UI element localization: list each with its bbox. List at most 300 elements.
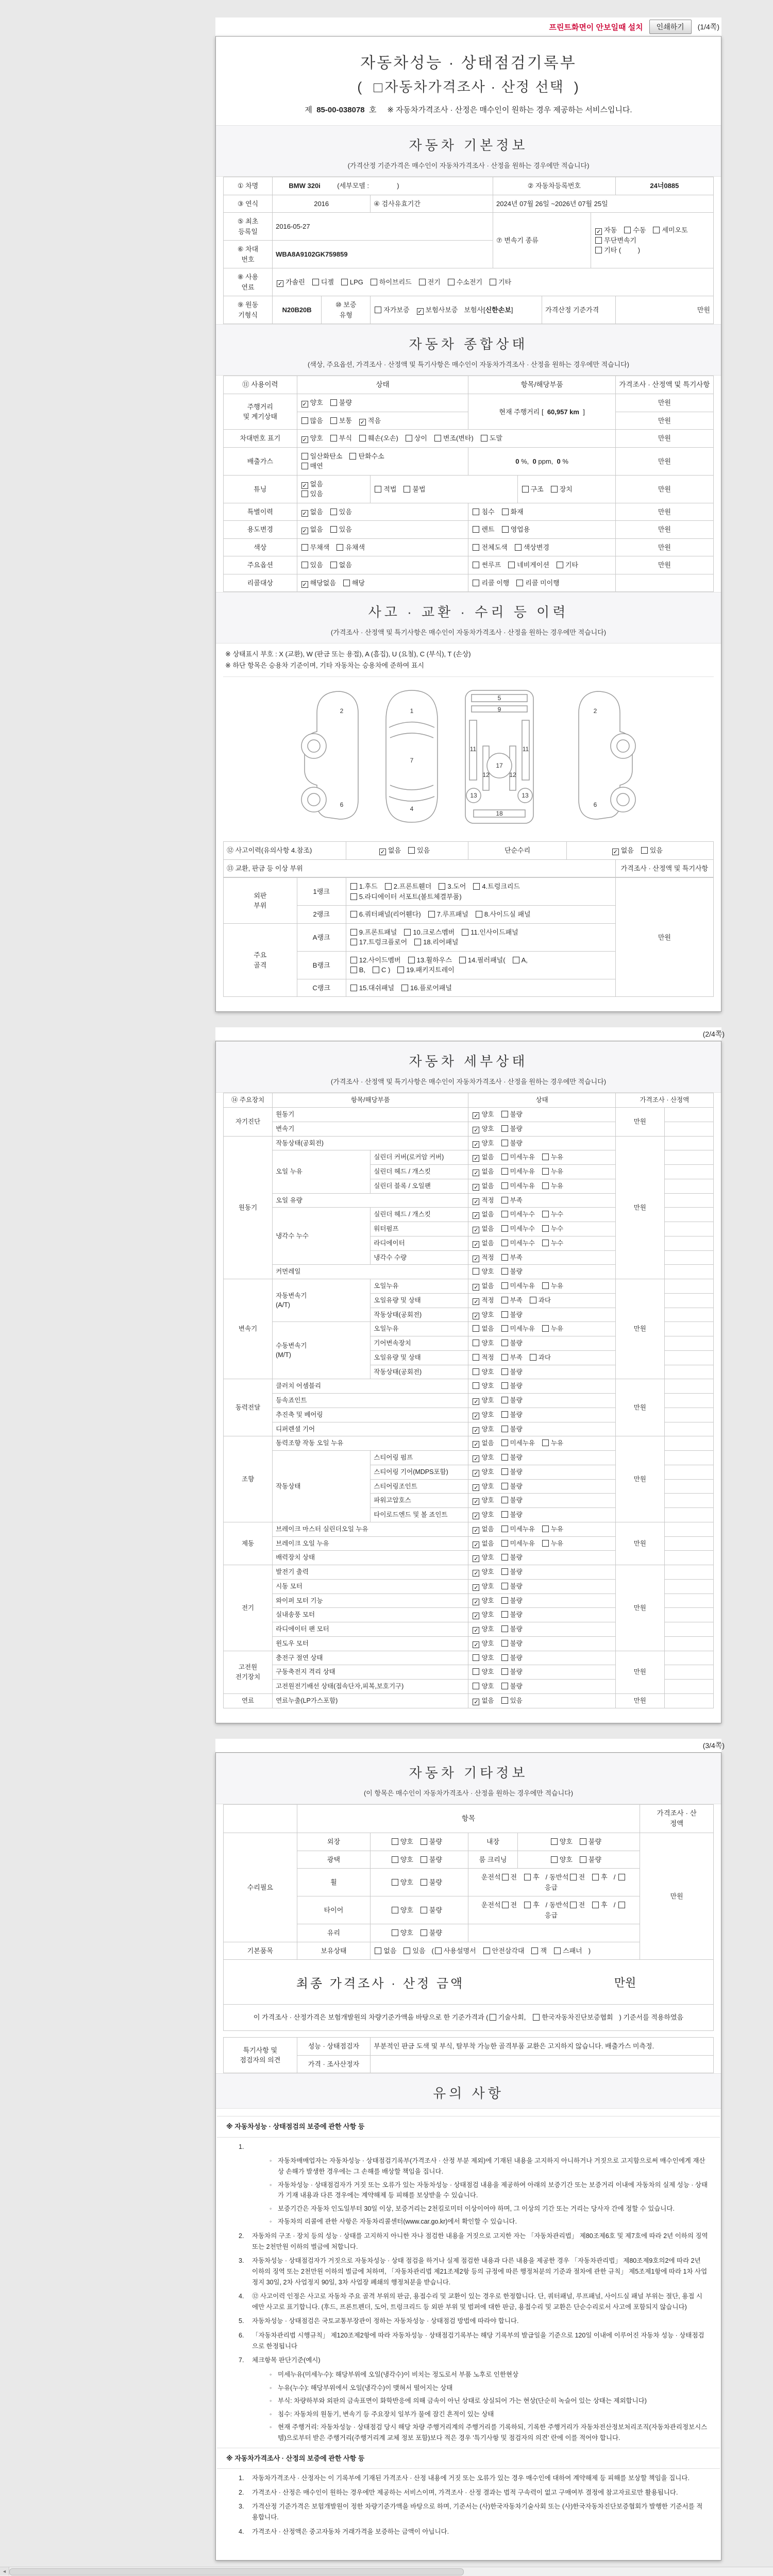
checkbox[interactable] bbox=[350, 985, 357, 991]
cell bbox=[273, 1608, 468, 1622]
checkbox[interactable] bbox=[343, 580, 350, 586]
checkbox[interactable] bbox=[392, 1907, 398, 1913]
checkbox-label: 없음 bbox=[620, 846, 634, 855]
cell bbox=[371, 1150, 468, 1165]
checkbox[interactable] bbox=[501, 1254, 508, 1261]
checkbox-checked[interactable]: ✓ bbox=[474, 1584, 479, 1591]
text: 휠 bbox=[330, 1878, 337, 1886]
checkbox[interactable] bbox=[501, 1640, 508, 1647]
checkbox[interactable] bbox=[439, 883, 445, 890]
print-button[interactable]: 인쇄하기 bbox=[649, 20, 692, 34]
checkbox[interactable] bbox=[653, 227, 660, 233]
checkbox[interactable] bbox=[501, 1468, 508, 1475]
checkbox[interactable] bbox=[542, 1325, 549, 1332]
scrollbar-thumb[interactable] bbox=[9, 2568, 464, 2575]
checkbox[interactable] bbox=[312, 279, 319, 285]
checkbox[interactable] bbox=[502, 1902, 509, 1908]
checkbox[interactable] bbox=[502, 509, 509, 515]
checkbox-checked[interactable]: ✓ bbox=[360, 419, 365, 426]
checkbox[interactable] bbox=[501, 1211, 508, 1217]
cell bbox=[468, 1408, 615, 1422]
checkbox[interactable] bbox=[414, 939, 421, 945]
checkbox[interactable] bbox=[392, 1856, 398, 1863]
checkbox-label: 8.사이드실 패널 bbox=[484, 910, 531, 919]
checkbox-checked[interactable]: ✓ bbox=[474, 1241, 479, 1248]
checkbox[interactable] bbox=[501, 1368, 508, 1375]
text: WBA8A9102GK759859 bbox=[276, 250, 348, 258]
table-row bbox=[224, 475, 714, 503]
checkbox[interactable] bbox=[459, 957, 466, 963]
checkbox[interactable] bbox=[533, 2014, 540, 2021]
checkbox[interactable] bbox=[375, 486, 381, 493]
checkbox[interactable] bbox=[501, 1611, 508, 1618]
cell bbox=[371, 1293, 468, 1308]
table-row bbox=[224, 842, 714, 860]
checkbox[interactable] bbox=[301, 417, 308, 424]
checkbox-label: 불량 bbox=[339, 399, 352, 407]
cell bbox=[224, 447, 297, 475]
checkbox-label: 없음 bbox=[481, 1282, 494, 1290]
checkbox[interactable] bbox=[350, 883, 357, 890]
fuel-options bbox=[273, 268, 714, 296]
cell bbox=[346, 906, 615, 924]
cell bbox=[615, 376, 713, 394]
checkbox[interactable] bbox=[542, 1439, 549, 1446]
checkbox[interactable] bbox=[501, 1540, 508, 1547]
checkbox[interactable] bbox=[392, 1879, 398, 1886]
checkbox[interactable] bbox=[473, 562, 479, 568]
checkbox[interactable] bbox=[501, 1325, 508, 1332]
checkbox[interactable] bbox=[501, 1340, 508, 1346]
checkbox[interactable] bbox=[473, 526, 479, 533]
checkbox[interactable] bbox=[501, 1583, 508, 1589]
group-label bbox=[224, 1279, 273, 1379]
checkbox[interactable] bbox=[501, 1668, 508, 1675]
checkbox[interactable] bbox=[404, 486, 410, 493]
checkbox[interactable] bbox=[542, 1526, 549, 1532]
checkbox[interactable] bbox=[570, 1874, 577, 1880]
checkbox[interactable] bbox=[501, 1397, 508, 1403]
checkbox[interactable] bbox=[301, 562, 308, 568]
checkbox[interactable] bbox=[408, 847, 415, 854]
checkbox-label: 있음 bbox=[510, 1697, 523, 1704]
horizontal-scrollbar[interactable] bbox=[0, 2567, 773, 2576]
checkbox[interactable] bbox=[501, 1697, 508, 1704]
checkbox-label: 후 bbox=[533, 1873, 540, 1882]
text: B랭크 bbox=[312, 961, 330, 969]
checkbox[interactable] bbox=[375, 1947, 381, 1954]
checkbox[interactable] bbox=[350, 911, 357, 918]
checkbox[interactable] bbox=[473, 1340, 479, 1346]
checkbox[interactable] bbox=[542, 1211, 549, 1217]
checkbox[interactable] bbox=[524, 1902, 531, 1908]
checkbox[interactable] bbox=[462, 929, 468, 936]
caution-sub-text: 자동차매매업자는 자동차성능 · 상태점검기록부(가격조사 · 산정 부분 제외)에 기재된 내용을 고지하지 아니하거나 거짓으로 고지함으로써 매수인에게 재산상 손해가 발생한 경우에는 그 손해를 배상할 책임을 집니다. bbox=[278, 2157, 705, 2175]
checkbox[interactable] bbox=[473, 1683, 479, 1689]
checkbox[interactable] bbox=[490, 279, 496, 285]
checkbox-checked[interactable]: ✓ bbox=[474, 1628, 479, 1634]
checkbox[interactable] bbox=[490, 2014, 496, 2021]
checkbox-checked[interactable]: ✓ bbox=[302, 437, 307, 444]
install-hint-link[interactable]: 프린트화면이 안보일때 설치 bbox=[549, 23, 643, 32]
checkbox[interactable] bbox=[501, 1240, 508, 1246]
checkbox[interactable] bbox=[531, 1947, 538, 1954]
checkbox-checked[interactable]: ✓ bbox=[474, 1127, 479, 1133]
cell bbox=[468, 1522, 615, 1536]
checkbox[interactable] bbox=[473, 1368, 479, 1375]
checkbox[interactable] bbox=[508, 562, 515, 568]
text: 만원 bbox=[658, 485, 671, 493]
checkbox[interactable] bbox=[421, 1856, 427, 1863]
checkbox[interactable] bbox=[551, 1838, 558, 1845]
checkbox[interactable] bbox=[580, 1856, 586, 1863]
checkbox-checked[interactable]: ✓ bbox=[474, 1141, 479, 1148]
checkbox[interactable] bbox=[392, 1838, 398, 1845]
checkbox-checked[interactable]: ✓ bbox=[277, 280, 283, 287]
text: 가격조사 · 산정액 및 특기사항 bbox=[620, 864, 709, 872]
checkbox[interactable] bbox=[419, 279, 426, 285]
checkbox-label: 미세누유 bbox=[510, 1168, 535, 1176]
checkbox-checked[interactable]: ✓ bbox=[417, 308, 423, 315]
checkbox[interactable] bbox=[570, 1902, 577, 1908]
text: ) 기준서를 적용하였음 bbox=[619, 2013, 684, 2022]
state-code-notes bbox=[223, 643, 714, 677]
text: 클러치 어셈블리 bbox=[276, 1382, 322, 1390]
checkbox-checked[interactable]: ✓ bbox=[474, 1599, 479, 1605]
cell bbox=[297, 878, 346, 906]
checkbox-label: 양호 bbox=[481, 1382, 494, 1390]
checkbox[interactable] bbox=[513, 957, 519, 963]
checkbox-label: 탄화수소 bbox=[358, 452, 384, 460]
checkbox-checked[interactable]: ✓ bbox=[474, 1470, 479, 1477]
checkbox[interactable] bbox=[618, 1874, 625, 1880]
checkbox-checked[interactable]: ✓ bbox=[474, 1113, 479, 1120]
checkbox[interactable] bbox=[542, 1240, 549, 1246]
checkbox-label: 누유 bbox=[550, 1439, 564, 1447]
cell bbox=[297, 447, 468, 475]
checkbox[interactable] bbox=[501, 1511, 508, 1518]
cell bbox=[273, 1322, 371, 1379]
checkbox-checked[interactable]: ✓ bbox=[380, 849, 385, 856]
checkbox[interactable] bbox=[524, 1874, 531, 1880]
checkbox[interactable] bbox=[350, 939, 357, 945]
checkbox[interactable] bbox=[401, 985, 408, 991]
checkbox[interactable] bbox=[406, 435, 412, 442]
text: ① 차명 bbox=[237, 182, 259, 190]
checkbox-label: 없음 bbox=[310, 480, 323, 488]
checkbox[interactable] bbox=[473, 1325, 479, 1332]
checkbox-label: 불량 bbox=[510, 1625, 523, 1633]
checkbox-checked[interactable]: ✓ bbox=[474, 1298, 479, 1305]
checkbox[interactable] bbox=[542, 1540, 549, 1547]
checkbox[interactable] bbox=[542, 1168, 549, 1175]
checkbox[interactable] bbox=[501, 1197, 508, 1204]
checkbox[interactable] bbox=[330, 526, 337, 533]
text: 보험사[ bbox=[464, 306, 485, 314]
section-subtitle: (가격산정 기준가격은 매수인이 자동차가격조사 · 산정을 원하는 경우에만 적습니다) bbox=[347, 162, 590, 170]
checkbox-label: 양호 bbox=[481, 1554, 494, 1562]
checkbox[interactable] bbox=[408, 957, 415, 963]
checkbox[interactable] bbox=[301, 544, 308, 551]
page-indicator-3: (3/4쪽) bbox=[702, 1741, 725, 1750]
checkbox-checked[interactable]: ✓ bbox=[474, 1570, 479, 1577]
checkbox[interactable] bbox=[530, 1354, 536, 1361]
checkbox[interactable] bbox=[350, 967, 357, 973]
cell bbox=[468, 1693, 615, 1708]
checkbox[interactable] bbox=[330, 509, 337, 515]
cell bbox=[224, 2038, 297, 2073]
checkbox-checked[interactable]: ✓ bbox=[302, 528, 307, 535]
checkbox[interactable] bbox=[501, 1597, 508, 1604]
checkbox[interactable] bbox=[542, 1154, 549, 1160]
checkbox-checked[interactable]: ✓ bbox=[474, 1641, 479, 1648]
checkbox[interactable] bbox=[551, 1856, 558, 1863]
checkbox[interactable] bbox=[542, 1225, 549, 1232]
checkbox[interactable] bbox=[375, 307, 381, 313]
checkbox[interactable] bbox=[385, 883, 392, 890]
checkbox[interactable] bbox=[473, 1268, 479, 1275]
checkbox[interactable] bbox=[473, 509, 479, 515]
checkbox[interactable] bbox=[473, 544, 479, 551]
cell bbox=[297, 979, 346, 997]
checkbox[interactable] bbox=[501, 1411, 508, 1418]
bullet-icon: ◦ bbox=[270, 2157, 272, 2165]
checkbox[interactable] bbox=[618, 1902, 625, 1908]
bullet-icon: ◦ bbox=[270, 2397, 272, 2405]
checkbox-checked[interactable]: ✓ bbox=[302, 581, 307, 588]
checkbox[interactable] bbox=[373, 967, 379, 973]
text: 만원 bbox=[633, 1204, 646, 1211]
checkbox-label: 적정 bbox=[481, 1196, 494, 1204]
checkbox[interactable] bbox=[502, 1874, 509, 1880]
checkbox-checked[interactable]: ✓ bbox=[474, 1156, 479, 1162]
scroll-left-arrow[interactable]: ◄ bbox=[0, 2567, 9, 2575]
checkbox[interactable] bbox=[501, 1354, 508, 1361]
checkbox[interactable] bbox=[595, 237, 602, 244]
cell bbox=[371, 1508, 468, 1522]
text: 충전구 절연 상태 bbox=[276, 1654, 323, 1662]
checkbox[interactable] bbox=[542, 1182, 549, 1189]
table-row bbox=[224, 574, 714, 592]
section-title: 자동차 종합상태 bbox=[409, 336, 528, 352]
checkbox-label: 누유 bbox=[550, 1154, 564, 1161]
cell bbox=[468, 521, 615, 539]
checkbox-checked[interactable]: ✓ bbox=[474, 1442, 479, 1448]
checkbox[interactable] bbox=[421, 1929, 427, 1936]
checkbox[interactable] bbox=[374, 83, 382, 92]
checkbox-checked[interactable]: ✓ bbox=[474, 1527, 479, 1534]
checkbox[interactable] bbox=[501, 1282, 508, 1289]
checkbox-checked[interactable]: ✓ bbox=[474, 1227, 479, 1234]
checkbox[interactable] bbox=[421, 1907, 427, 1913]
checkbox[interactable] bbox=[476, 911, 482, 918]
checkbox[interactable] bbox=[624, 227, 631, 233]
checkbox[interactable] bbox=[515, 544, 522, 551]
caution-text bbox=[252, 2142, 713, 2153]
cell bbox=[297, 376, 468, 394]
checkbox-checked[interactable]: ✓ bbox=[474, 1456, 479, 1463]
checkbox[interactable] bbox=[501, 1182, 508, 1189]
checkbox[interactable] bbox=[557, 562, 563, 568]
checkbox[interactable] bbox=[483, 1947, 490, 1954]
checkbox[interactable] bbox=[349, 453, 356, 460]
checkbox[interactable] bbox=[341, 279, 348, 285]
checkbox[interactable] bbox=[473, 883, 480, 890]
cell bbox=[615, 1108, 664, 1137]
checkbox-checked[interactable]: ✓ bbox=[474, 1256, 479, 1262]
checkbox[interactable] bbox=[301, 463, 308, 469]
checkbox-checked[interactable]: ✓ bbox=[596, 229, 601, 235]
cell bbox=[664, 1465, 713, 1479]
bullet-icon: ◦ bbox=[270, 2384, 272, 2392]
checkbox[interactable] bbox=[435, 1947, 442, 1954]
checkbox-label: 수소전기 bbox=[456, 278, 483, 286]
checkbox[interactable] bbox=[592, 1902, 599, 1908]
checkbox[interactable] bbox=[595, 247, 602, 253]
checkbox[interactable] bbox=[501, 1297, 508, 1303]
checkbox[interactable] bbox=[501, 1654, 508, 1661]
text: 광택 bbox=[327, 1855, 341, 1863]
checkbox-checked[interactable]: ✓ bbox=[474, 1541, 479, 1548]
checkbox[interactable] bbox=[421, 1879, 427, 1886]
checkbox[interactable] bbox=[330, 399, 337, 406]
checkbox-checked[interactable]: ✓ bbox=[302, 482, 307, 489]
checkbox[interactable] bbox=[473, 1668, 479, 1675]
checkbox-checked[interactable]: ✓ bbox=[474, 1413, 479, 1419]
checkbox-checked[interactable]: ✓ bbox=[474, 1313, 479, 1319]
checkbox-checked[interactable]: ✓ bbox=[474, 1556, 479, 1563]
cell bbox=[664, 1322, 713, 1336]
text: 만원 bbox=[658, 933, 671, 941]
group-label bbox=[224, 1108, 273, 1137]
checkbox[interactable] bbox=[501, 1382, 508, 1389]
checkbox[interactable] bbox=[501, 1683, 508, 1689]
cell bbox=[371, 1350, 468, 1365]
checkbox[interactable] bbox=[501, 1111, 508, 1117]
checkbox[interactable] bbox=[359, 435, 366, 442]
checkbox[interactable] bbox=[501, 1168, 508, 1175]
checkbox[interactable] bbox=[473, 1382, 479, 1389]
text: 용도변경 bbox=[247, 526, 273, 534]
checkbox[interactable] bbox=[501, 1454, 508, 1461]
checkbox-checked[interactable]: ✓ bbox=[474, 1198, 479, 1205]
cell bbox=[468, 1150, 615, 1165]
checkbox[interactable] bbox=[350, 929, 357, 936]
text: ⑤ 최초 bbox=[237, 217, 259, 225]
checkbox[interactable] bbox=[542, 1282, 549, 1289]
checkbox[interactable] bbox=[371, 279, 377, 285]
checkbox-checked[interactable]: ✓ bbox=[474, 1284, 479, 1291]
checkbox[interactable] bbox=[501, 1125, 508, 1132]
checkbox[interactable] bbox=[473, 580, 479, 586]
checkbox-checked[interactable]: ✓ bbox=[474, 1399, 479, 1405]
checkbox[interactable] bbox=[501, 1225, 508, 1232]
checkbox[interactable] bbox=[301, 490, 308, 497]
cell bbox=[468, 1665, 615, 1680]
checkbox[interactable] bbox=[473, 1654, 479, 1661]
checkbox-checked[interactable]: ✓ bbox=[302, 510, 307, 517]
checkbox-checked[interactable]: ✓ bbox=[474, 1513, 479, 1520]
checkbox[interactable] bbox=[421, 1838, 427, 1845]
checkbox[interactable] bbox=[501, 1439, 508, 1446]
checkbox[interactable] bbox=[501, 1526, 508, 1532]
checkbox[interactable] bbox=[428, 911, 435, 918]
checkbox[interactable] bbox=[516, 580, 523, 586]
checkbox[interactable] bbox=[501, 1426, 508, 1432]
checkbox[interactable] bbox=[580, 1838, 586, 1845]
text: 60,957 km bbox=[547, 408, 579, 416]
checkbox[interactable] bbox=[473, 1354, 479, 1361]
checkbox[interactable] bbox=[592, 1874, 599, 1880]
checkbox[interactable] bbox=[404, 1947, 410, 1954]
text: 연료 bbox=[241, 1697, 255, 1704]
checkbox[interactable] bbox=[502, 526, 509, 533]
checkbox-label: 적정 bbox=[481, 1253, 494, 1261]
checkbox[interactable] bbox=[350, 893, 357, 900]
checkbox[interactable] bbox=[448, 279, 455, 285]
checkbox-checked[interactable]: ✓ bbox=[474, 1184, 479, 1191]
checkbox-checked[interactable]: ✓ bbox=[474, 1484, 479, 1491]
text: 특별이력 bbox=[247, 507, 273, 516]
checkbox[interactable] bbox=[501, 1483, 508, 1489]
checkbox[interactable] bbox=[330, 562, 337, 568]
checkbox[interactable] bbox=[530, 1297, 536, 1303]
caution-item bbox=[239, 2487, 713, 2498]
checkbox[interactable] bbox=[404, 929, 411, 936]
checkbox[interactable] bbox=[501, 1568, 508, 1575]
checkbox[interactable] bbox=[330, 435, 337, 442]
checkbox-checked[interactable]: ✓ bbox=[474, 1613, 479, 1620]
checkbox[interactable] bbox=[551, 486, 558, 493]
checkbox-checked[interactable]: ✓ bbox=[474, 1213, 479, 1219]
checkbox-checked[interactable]: ✓ bbox=[474, 1699, 479, 1705]
checkbox[interactable] bbox=[337, 544, 343, 551]
checkbox[interactable] bbox=[481, 435, 488, 442]
checkbox[interactable] bbox=[641, 847, 648, 854]
checkbox[interactable] bbox=[501, 1311, 508, 1318]
cell bbox=[297, 394, 468, 412]
cell bbox=[371, 1365, 468, 1379]
checkbox[interactable] bbox=[501, 1625, 508, 1632]
checkbox[interactable] bbox=[501, 1268, 508, 1275]
cell bbox=[468, 1636, 615, 1651]
checkbox-checked[interactable]: ✓ bbox=[474, 1427, 479, 1434]
checkbox[interactable] bbox=[522, 486, 529, 493]
checkbox[interactable] bbox=[554, 1947, 561, 1954]
checkbox-checked[interactable]: ✓ bbox=[474, 1499, 479, 1505]
cell bbox=[664, 1122, 713, 1136]
checkbox-label: 양호 bbox=[481, 1683, 494, 1690]
checkbox-checked[interactable]: ✓ bbox=[302, 401, 307, 408]
checkbox[interactable] bbox=[501, 1140, 508, 1146]
checkbox-checked[interactable]: ✓ bbox=[613, 849, 618, 856]
checkbox[interactable] bbox=[434, 435, 441, 442]
text: 스티어링조인트 bbox=[374, 1482, 417, 1490]
checkbox[interactable] bbox=[397, 967, 404, 973]
checkbox[interactable] bbox=[392, 1929, 398, 1936]
checkbox[interactable] bbox=[501, 1554, 508, 1561]
checkbox-checked[interactable]: ✓ bbox=[474, 1170, 479, 1177]
checkbox-label: 잭 bbox=[540, 1946, 547, 1955]
checkbox-label: 불량 bbox=[510, 1683, 523, 1690]
checkbox[interactable] bbox=[330, 417, 337, 424]
checkbox[interactable] bbox=[501, 1154, 508, 1160]
cell bbox=[468, 1451, 615, 1465]
checkbox[interactable] bbox=[301, 453, 308, 460]
checkbox-label: 12.사이드멤버 bbox=[359, 956, 401, 964]
checkbox[interactable] bbox=[350, 957, 357, 963]
checkbox[interactable] bbox=[501, 1497, 508, 1503]
